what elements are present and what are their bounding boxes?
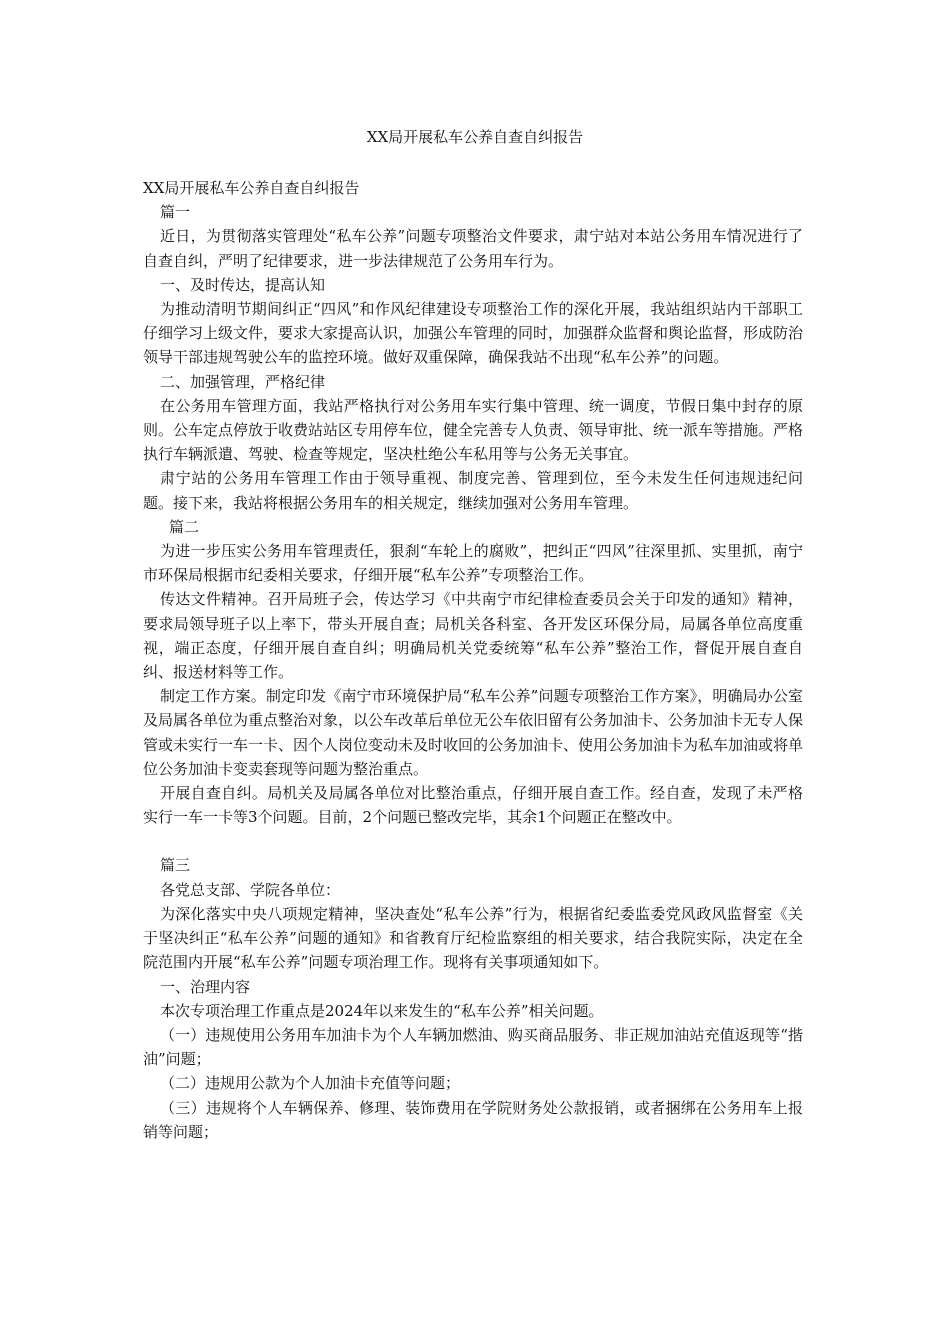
paragraph: 为深化落实中央八项规定精神，坚决查处“私车公养”行为，根据省纪委监委党风政风监督室《关于坚决纠正“私车公养”问题的通知》和省教育厅纪检监察组的相关要求，结合我院实际，决定在全院范围内开展“私车公养”问题专项治理工作。现将有关事项通知如下。 <box>143 904 803 972</box>
document-title: XX局开展私车公养自查自纠报告 <box>366 128 584 146</box>
section-heading: 篇三 <box>160 856 191 875</box>
paragraph: 为进一步压实公务用车管理责任，狠刹“车轮上的腐败”，把纠正“四风”往深里抓、实里抓，南宁市环保局根据市纪委相关要求，仔细开展“私车公养”专项整治工作。 <box>143 542 803 585</box>
heading-item: 一、治理内容 <box>160 977 251 996</box>
list-item: （三）违规将个人车辆保养、修理、装饰费用在学院财务处公款报销，或者捆绑在公务用车上报销等问题； <box>143 1098 803 1141</box>
heading-item: 一、及时传达，提高认知 <box>160 275 326 294</box>
section-heading: 篇二 <box>169 517 200 536</box>
list-item: （一）违规使用公务用车加油卡为个人车辆加燃油、购买商品服务、非正规加油站充值返现等“揩油”问题； <box>143 1025 803 1069</box>
blank-line <box>143 829 803 853</box>
subtitle-line: XX局开展私车公养自查自纠报告 <box>143 179 360 197</box>
salutation: 各党总支部、学院各单位： <box>160 880 341 899</box>
paragraph: 开展自查自纠。局机关及局属各单位对比整治重点，仔细开展自查工作。经自查，发现了未严格实行一车一卡等3个问题。目前，2个问题已整改完毕，其余1个问题正在整改中。 <box>143 784 803 827</box>
list-item: （二）违规用公款为个人加油卡充值等问题； <box>160 1074 461 1093</box>
paragraph: 传达文件精神。召开局班子会，传达学习《中共南宁市纪律检查委员会关于印发的通知》精神，要求局领导班子以上率下，带头开展自查；局机关各科室、各开发区环保分局，局属各单位高度重视，端正态度，仔细开展自查自纠；明确局机关党委统筹“私车公养”整治工作，督促开展自查自纠、报送材料等工作。 <box>143 590 803 682</box>
paragraph: 近日，为贯彻落实管理处“私车公养”问题专项整治文件要求，肃宁站对本站公务用车情况进行了自查自纠，严明了纪律要求，进一步法律规范了公务用车行为。 <box>143 227 803 270</box>
paragraph: 制定工作方案。制定印发《南宁市环境保护局“私车公养”问题专项整治工作方案》，明确局办公室及局属各单位为重点整治对象，以公车改革后单位无公车依旧留有公务加油卡、公务加油卡无专人保管或未实行一车一卡、因个人岗位变动未及时收回的公务加油卡、使用公务加油卡为私车加油或将单位公务加油卡变卖套现等问题为整治重点。 <box>143 687 804 778</box>
paragraph: 在公务用车管理方面，我站严格执行对公务用车实行集中管理、统一调度，节假日集中封存的原则。公车定点停放于收费站站区专用停车位，健全完善专人负责、领导审批、统一派车等措施。严格执行车辆派遣、驾驶、检查等规定，坚决杜绝公车私用等与公务无关事宜。 <box>143 396 804 464</box>
paragraph: 为推动清明节期间纠正“四风”和作风纪律建设专项整治工作的深化开展，我站组织站内干部职工仔细学习上级文件，要求大家提高认识，加强公车管理的同时，加强群众监督和舆论监督，形成防治领导干部违规驾驶公车的监控环境。做好双重保障，确保我站不出现“私车公养”的问题。 <box>143 300 804 367</box>
document-body <box>143 176 803 1144</box>
paragraph: 肃宁站的公务用车管理工作由于领导重视、制度完善、管理到位，至今未发生任何违规违纪问题。接下来，我站将根据公务用车的相关规定，继续加强对公务用车管理。 <box>143 469 803 512</box>
heading-item: 二、加强管理，严格纪律 <box>160 372 326 391</box>
section-heading: 篇一 <box>160 203 191 222</box>
paragraph: 本次专项治理工作重点是2024年以来发生的“私车公养”相关问题。 <box>160 1001 604 1020</box>
